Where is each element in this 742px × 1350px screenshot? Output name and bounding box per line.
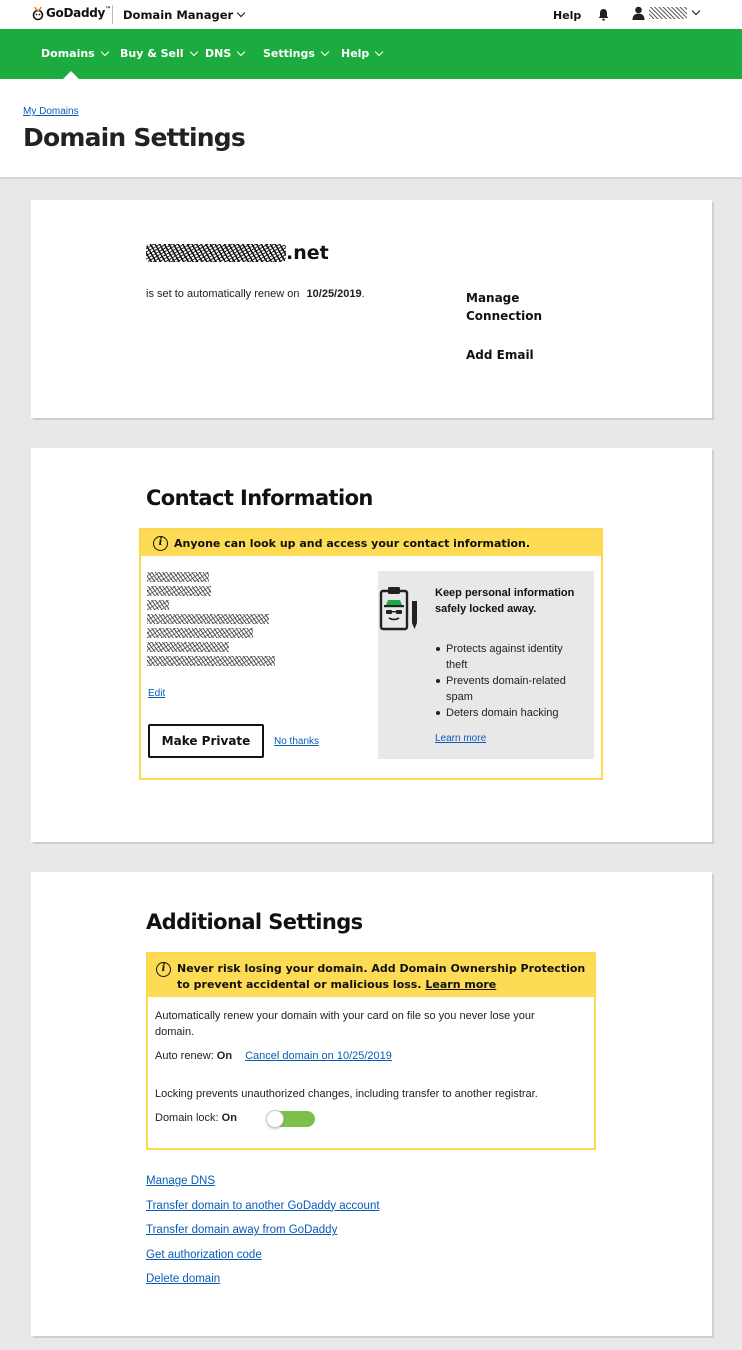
ownership-learn-more-link[interactable]: Learn more [425,978,497,991]
contact-details-redacted [147,572,275,682]
nav-buy-sell-label: Buy & Sell [120,47,184,60]
nav-settings[interactable] [263,47,328,60]
domain-name [146,242,329,264]
manage-connection-link[interactable] [466,289,542,325]
active-nav-pointer [63,71,79,79]
no-thanks-link[interactable]: No thanks [274,736,320,747]
chevron-down-icon [189,47,197,55]
godaddy-logo[interactable] [32,4,111,22]
manage-connection-line1: Manage [466,291,520,305]
info-icon: i [156,962,171,977]
get-auth-code-link[interactable]: Get authorization code [146,1248,262,1261]
topbar-divider [112,5,113,24]
contact-warning-banner [141,530,601,556]
godaddy-logo-icon [32,4,44,22]
chevron-down-icon [237,47,245,55]
manage-connection-line2: Connection [466,309,543,323]
renew-status [146,288,365,300]
additional-warning-box [146,952,596,1150]
nav-dns-label: DNS [205,47,232,60]
app-name-label: Domain Manager [123,8,234,22]
nav-domains[interactable] [41,47,108,60]
ownership-warning-message: Never risk losing your domain. Add Domain Ownership Protection to prevent accidental or malicious loss. [177,962,586,991]
list-item: Deters domain hacking [435,705,585,721]
domain-card [31,200,712,418]
main-nav [0,29,742,79]
additional-section-title: Additional Settings [146,910,363,934]
nav-buy-sell[interactable] [120,47,197,60]
privacy-promo-panel [378,571,594,759]
renew-period: . [361,288,365,300]
contact-warning-box [139,528,603,780]
cancel-domain-link[interactable]: Cancel domain on 10/25/2019 [245,1050,392,1062]
chevron-down-icon [100,47,108,55]
logo-text: GoDaddy™ [46,6,111,20]
privacy-benefits-list [435,641,585,721]
edit-contact-link[interactable]: Edit [148,688,166,699]
nav-settings-label: Settings [263,47,315,60]
domain-actions-list [146,1174,380,1297]
domain-lock-toggle[interactable] [267,1111,315,1127]
make-private-button[interactable]: Make Private [148,724,264,758]
domain-name-redacted [146,244,286,262]
privacy-learn-more-link[interactable]: Learn more [435,733,487,744]
list-item: Protects against identity theft [435,641,585,673]
nav-help[interactable] [341,47,382,60]
additional-settings-card [31,872,712,1336]
clipboard-spy-icon [378,585,422,635]
auto-renew-value: On [216,1050,233,1062]
app-switcher[interactable] [123,8,244,22]
contact-section-title: Contact Information [146,486,373,510]
nav-domains-label: Domains [41,47,95,60]
domain-lock-label: Domain lock: [155,1112,219,1124]
bell-icon[interactable] [598,8,609,21]
user-icon [632,6,645,20]
privacy-title: Keep personal information safely locked away. [435,587,575,615]
chevron-down-icon [237,9,245,17]
breadcrumb-my-domains[interactable]: My Domains [23,106,79,117]
manage-dns-link[interactable]: Manage DNS [146,1175,216,1187]
page-title: Domain Settings [23,123,245,152]
chevron-down-icon [321,47,329,55]
domain-lock-description: Locking prevents unauthorized changes, including transfer to another registrar. [155,1088,538,1100]
contact-card [31,448,712,842]
renew-text: is set to automatically renew on [146,288,300,300]
user-name-redacted [649,7,687,19]
info-icon: i [153,536,168,551]
list-item: Prevents domain-related spam [435,673,585,705]
transfer-to-account-link[interactable]: Transfer domain to another GoDaddy account [146,1199,380,1212]
domain-lock-value: On [221,1112,237,1124]
auto-renew-label: Auto renew: [155,1050,214,1062]
top-help-link[interactable]: Help [553,9,582,22]
delete-domain-link[interactable]: Delete domain [146,1273,221,1286]
renew-date: 10/25/2019 [306,288,362,300]
nav-help-label: Help [341,47,370,60]
page-header [0,79,742,179]
ownership-warning-banner [148,954,594,997]
chevron-down-icon [375,47,383,55]
auto-renew-description: Automatically renew your domain with your card on file so you never lose your domain. [155,1010,535,1038]
add-email-link[interactable]: Add Email [466,348,534,362]
ownership-warning-text [177,961,586,993]
toggle-knob [266,1110,284,1128]
domain-suffix: .net [286,242,329,264]
contact-warning-text: Anyone can look up and access your contact information. [174,537,531,550]
domain-lock-row [155,1110,237,1126]
chevron-down-icon [692,7,700,15]
auto-renew-row [155,1048,392,1064]
top-bar [0,0,742,29]
transfer-away-link[interactable]: Transfer domain away from GoDaddy [146,1224,338,1237]
nav-dns[interactable] [205,47,244,60]
user-menu[interactable] [632,6,699,20]
